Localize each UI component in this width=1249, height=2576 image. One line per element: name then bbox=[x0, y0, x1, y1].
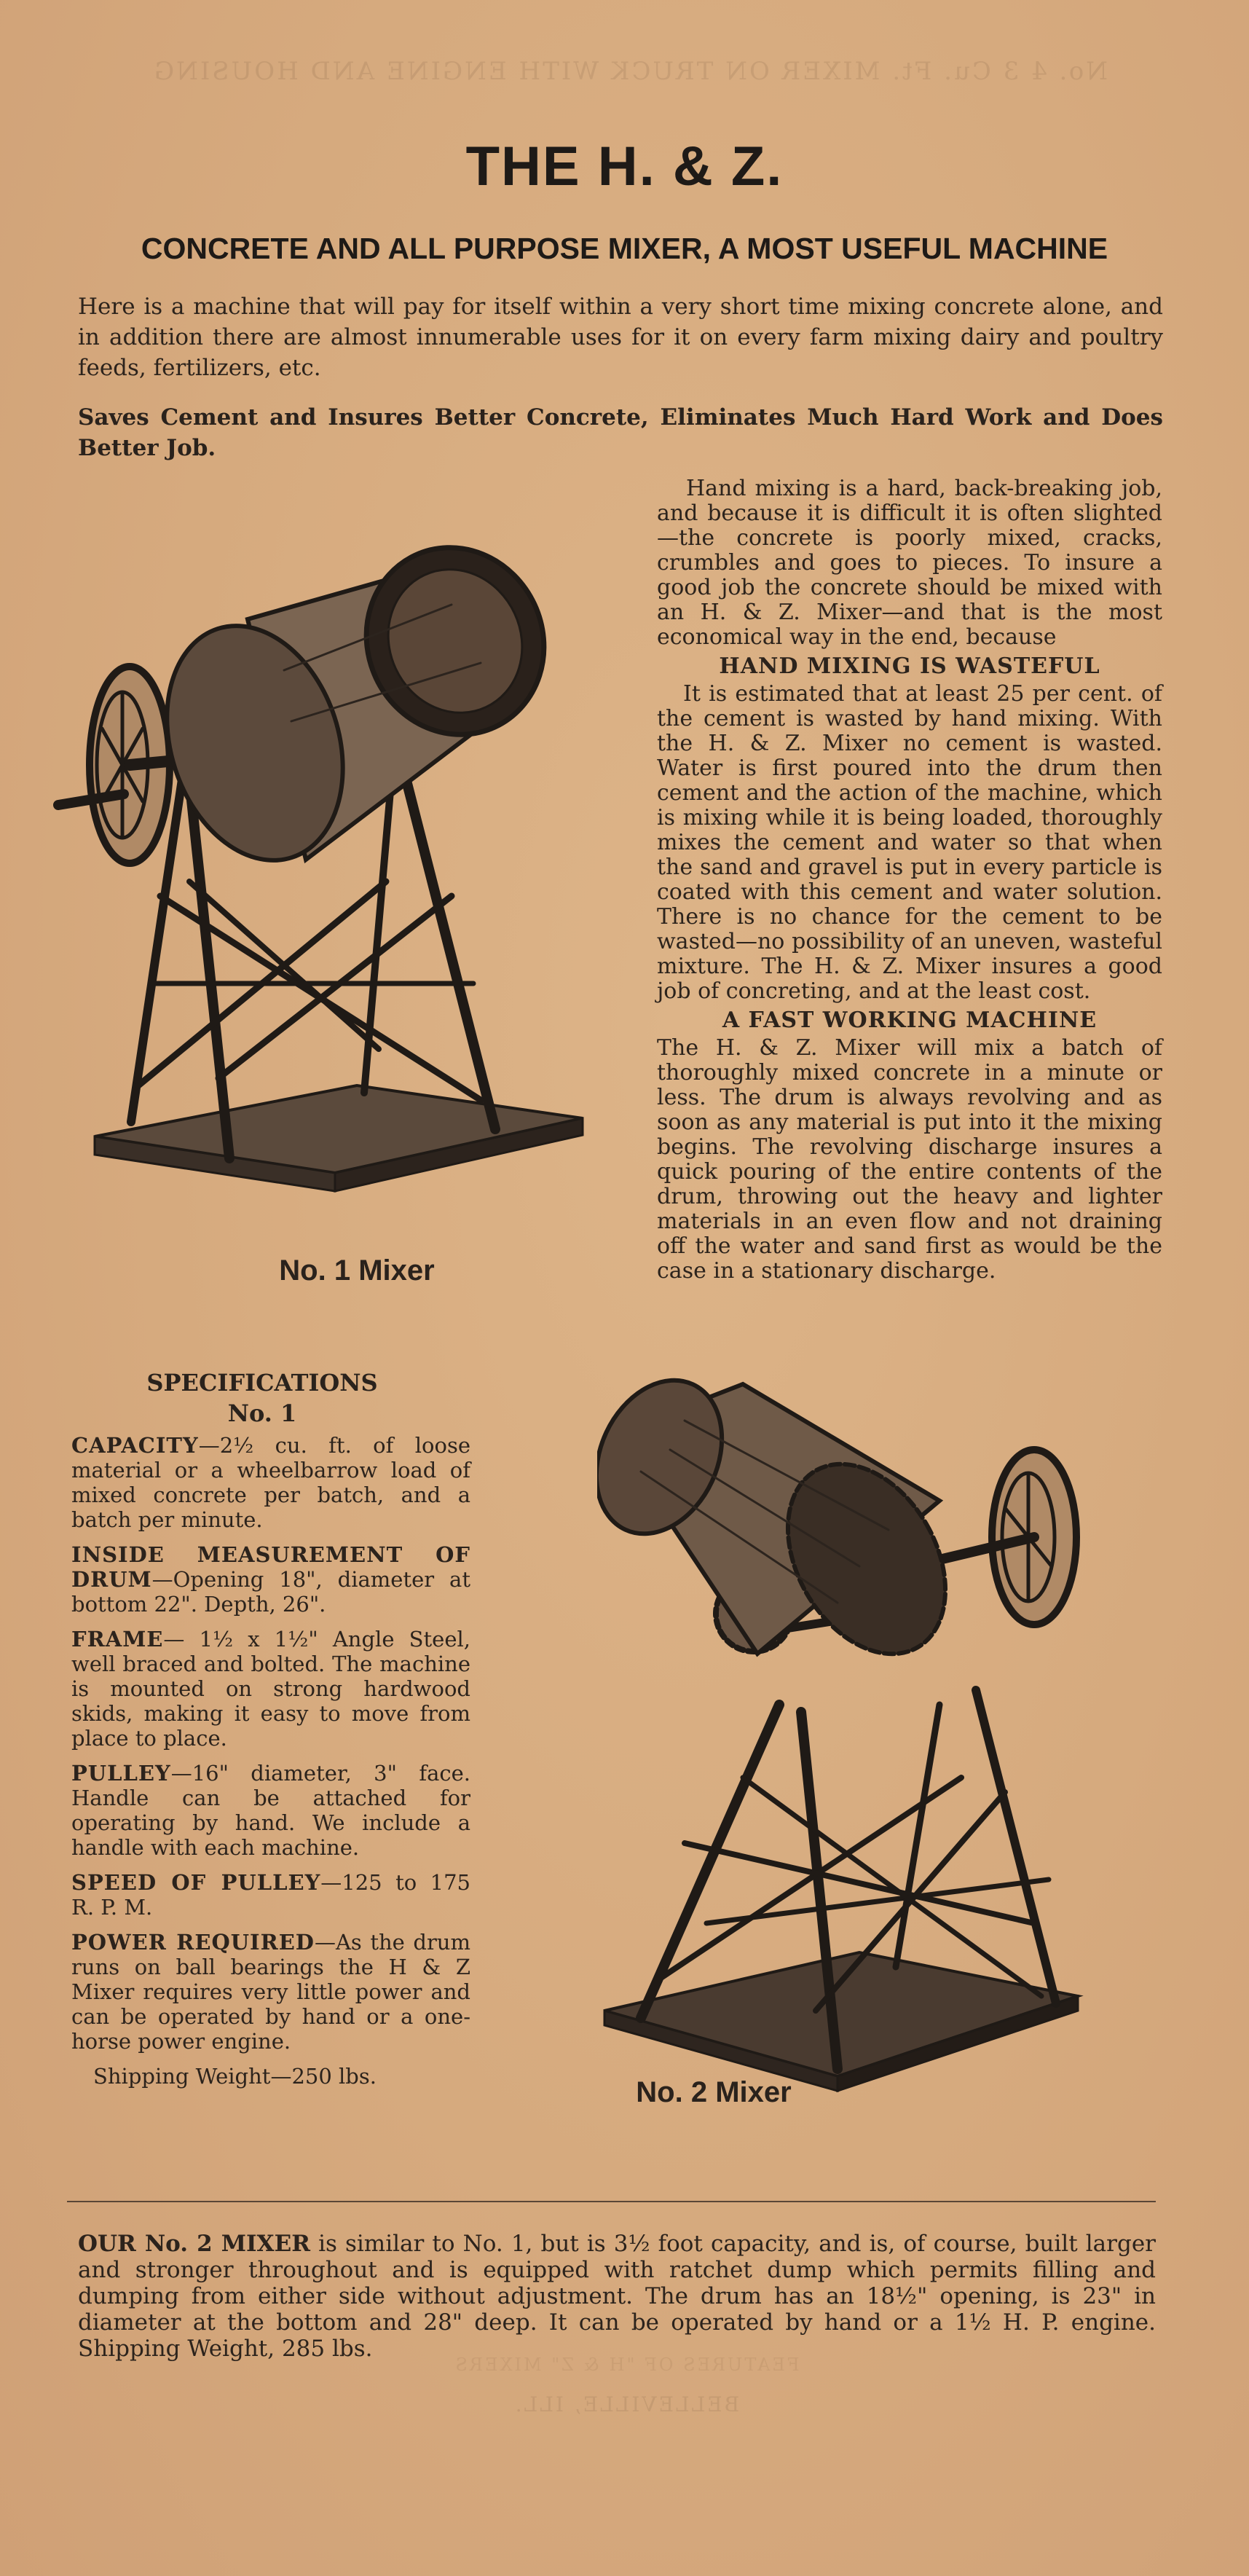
intro-paragraph: Here is a machine that will pay for itself within a very short time mixing concrete alone, and in addition there are almost innumerable uses for it on every farm mixing dairy and poultry feeds, fertilizers, etc. bbox=[78, 294, 1163, 381]
fast-working-heading: A FAST WORKING MACHINE bbox=[722, 1008, 1098, 1033]
divider-rule bbox=[67, 2201, 1156, 2202]
spec-drum bbox=[71, 1542, 470, 1617]
mixer-no2-caption: No. 2 Mixer bbox=[636, 2076, 792, 2108]
specifications-title: SPECIFICATIONS bbox=[146, 1369, 378, 1397]
spec-key: CAPACITY bbox=[71, 1433, 199, 1458]
spec-shipping-weight: Shipping Weight—250 lbs. bbox=[93, 2064, 377, 2089]
bleed-through-line: FEATURES OF "H & Z" MIXERS bbox=[453, 2355, 800, 2375]
spec-text: —2½ cu. ft. of loose material or a wheelbarrow load of mixed concrete per batch, and a batch per minute. bbox=[71, 1433, 470, 1532]
spec-frame bbox=[71, 1627, 470, 1751]
mixer-no1-illustration bbox=[44, 517, 597, 1209]
spec-key: SPEED OF PULLEY bbox=[71, 1870, 321, 1895]
spec-speed bbox=[71, 1870, 470, 1920]
spec-key: POWER REQUIRED bbox=[71, 1930, 315, 1955]
spec-text: —As the drum runs on ball bearings the H & Z Mixer requires very little power and can be operated by hand or a one-horse power engine. bbox=[71, 1930, 470, 2054]
fast-working-paragraph: The H. & Z. Mixer will mix a batch of thoroughly mixed concrete in a minute or less. The drum is always revolving and as soon as any material is put into it the mixing begins. The revolving discharge insures a quick pouring of the entire contents of the drum, throwing out the heavy and lighter materials in an even flow and not draining off the water and sand first as would be the case in a stationary discharge. bbox=[657, 1035, 1162, 1284]
saves-tagline: Saves Cement and Insures Better Concrete, Eliminates Much Hard Work and Does Better Job. bbox=[78, 404, 1163, 461]
spec-capacity bbox=[71, 1433, 470, 1532]
no2-mixer-paragraph bbox=[78, 2231, 1156, 2362]
spec-text: —Opening 18", diameter at bottom 22". Depth, 26". bbox=[71, 1567, 470, 1617]
page-subtitle: CONCRETE AND ALL PURPOSE MIXER, A MOST USEFUL MACHINE bbox=[141, 232, 1108, 265]
bleed-through-footer: BELLEVILLE, ILL. bbox=[513, 2392, 740, 2416]
bleed-through-header: No. 4 3 Cu. Ft. MIXER ON TRUCK WITH ENGINE AND HOUSING bbox=[152, 57, 1108, 86]
no2-mixer-text: is similar to No. 1, but is 3½ foot capacity, and is, of course, built larger and stronger throughout and is equipped with ratchet dump which permits filling and dumping from either side without adjustment. The drum has an 18½" opening, is 23" in diameter at the bottom and 28" deep. It can be operated by hand or a 1½ H. P. engine. Shipping Weight, 285 lbs. bbox=[78, 2231, 1156, 2362]
spec-key: PULLEY bbox=[71, 1761, 171, 1786]
spec-key: FRAME bbox=[71, 1627, 164, 1652]
spec-text: —125 to 175 R. P. M. bbox=[71, 1870, 470, 1920]
mixer-no2-illustration bbox=[597, 1370, 1100, 2113]
page-title: THE H. & Z. bbox=[465, 136, 784, 197]
wasteful-paragraph: It is estimated that at least 25 per cent. of the cement is wasted by hand mixing. With the H. & Z. Mixer no cement is wasted. Water is first poured into the drum then cement and the action of the machine, which is mixing while it is being loaded, thoroughly mixes the cement and water so that when the sand and gravel is put in every particle is coated with this cement and water solution. There is no chance for the cement to be wasted—no possibility of an uneven, wasteful mixture. The H. & Z. Mixer insures a good job of concreting, and at the least cost. bbox=[657, 681, 1162, 1004]
spec-power bbox=[71, 1930, 470, 2054]
right-column-text bbox=[657, 476, 1162, 1284]
spec-pulley bbox=[71, 1761, 470, 1860]
spec-text: —16" diameter, 3" face. Handle can be attached for operating by hand. We include a handle with each machine. bbox=[71, 1761, 470, 1860]
spec-text: — 1½ x 1½" Angle Steel, well braced and bolted. The machine is mounted on strong hardwood skids, making it easy to move from place to place. bbox=[71, 1627, 470, 1751]
hand-mixing-wasteful-heading: HAND MIXING IS WASTEFUL bbox=[719, 653, 1100, 679]
no2-mixer-lead: OUR No. 2 MIXER bbox=[78, 2231, 310, 2257]
specifications-list bbox=[71, 1433, 470, 2099]
specifications-heading bbox=[109, 1367, 415, 1429]
specifications-model: No. 1 bbox=[227, 1399, 297, 1427]
mixer-no1-caption: No. 1 Mixer bbox=[279, 1254, 435, 1287]
spec-key: INSIDE MEASUREMENT OF DRUM bbox=[71, 1542, 470, 1592]
hand-mixing-paragraph: Hand mixing is a hard, back-breaking job, and because it is difficult it is often slighted—the concrete is poorly mixed, cracks, crumbles and goes to pieces. To insure a good job the concrete should be mixed with an H. & Z. Mixer—and that is the most economical way in the end, because bbox=[657, 476, 1162, 650]
